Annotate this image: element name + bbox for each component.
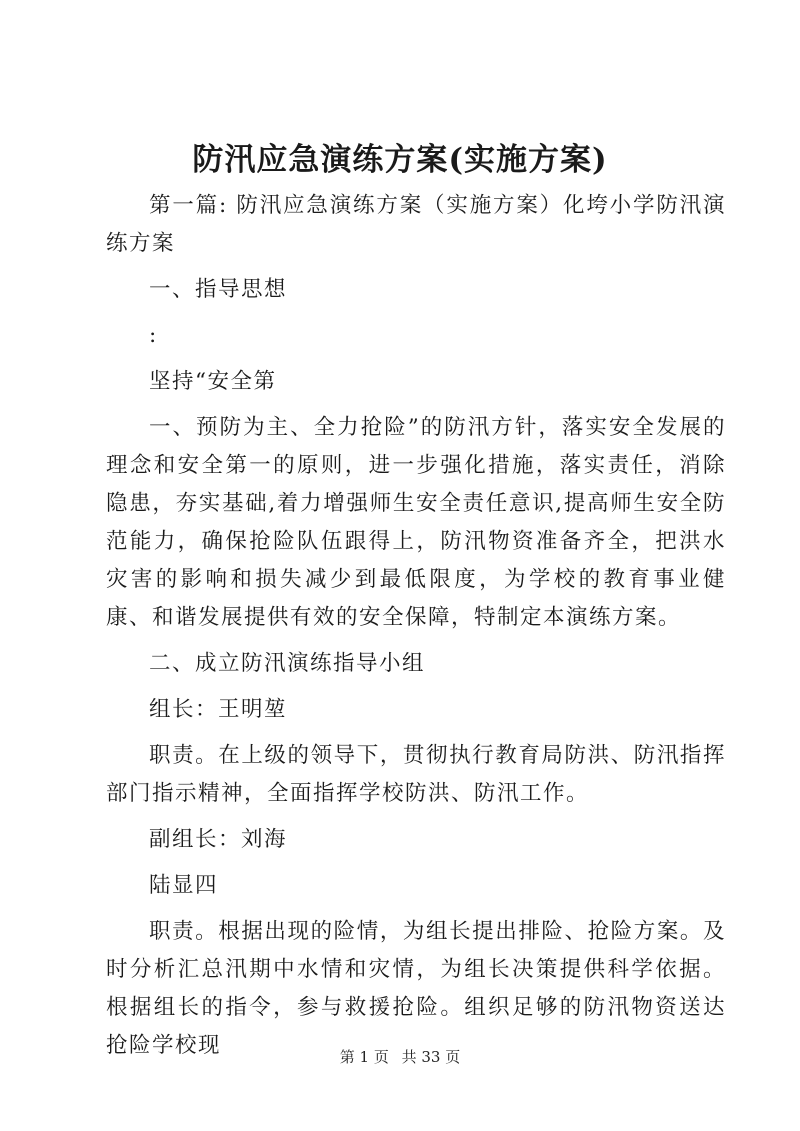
page-footer — [0, 1047, 800, 1067]
paragraph-deputy-duty: 职责。根据出现的险情，为组长提出排险、抢险方案。及时分析汇总汛期中水情和灾情，为组长决策提供科学依据。根据组长的指令，参与救援抢险。组织足够的防汛物资送达抢险学校现 — [106, 919, 726, 1058]
paragraph-deputy-name: 陆显四 — [149, 873, 219, 898]
paragraph-adhere: 坚持“安全第 — [149, 369, 277, 394]
page-total: 共 33 页 — [401, 1048, 461, 1066]
paragraph-guiding-heading: 一、指导思想 — [149, 277, 288, 302]
paragraph-group-heading: 二、成立防汛演练指导小组 — [149, 651, 426, 676]
paragraph-leader: 组长：王明堃 — [149, 697, 288, 722]
paragraph-leader-duty: 职责。在上级的领导下，贯彻执行教育局防洪、防汛指挥部门指示精神，全面指挥学校防洪、防汛工作。 — [106, 743, 726, 806]
document-title: 防汛应急演练方案(实施方案) — [192, 142, 608, 178]
page-number: 第 1 页 — [339, 1048, 389, 1066]
paragraph-colon: : — [149, 323, 158, 348]
paragraph-policy: 一、预防为主、全力抢险”的防汛方针，落实安全发展的理念和安全第一的原则，进一步强化措施，落实责任，消除隐患，夯实基础,着力增强师生安全责任意识,提高师生安全防范能力，确保抢险队伍跟得上，防汛物资准备齐全，把洪水灾害的影响和损失减少到最低限度，为学校的教育事业健康、和谐发展提供有效的安全保障，特制定本演练方案。 — [106, 415, 726, 630]
document-body — [106, 187, 726, 1073]
paragraph-section-heading: 第一篇: 防汛应急演练方案（实施方案）化垮小学防汛演练方案 — [106, 193, 726, 256]
paragraph-deputy-leader: 副组长：刘海 — [149, 827, 288, 852]
